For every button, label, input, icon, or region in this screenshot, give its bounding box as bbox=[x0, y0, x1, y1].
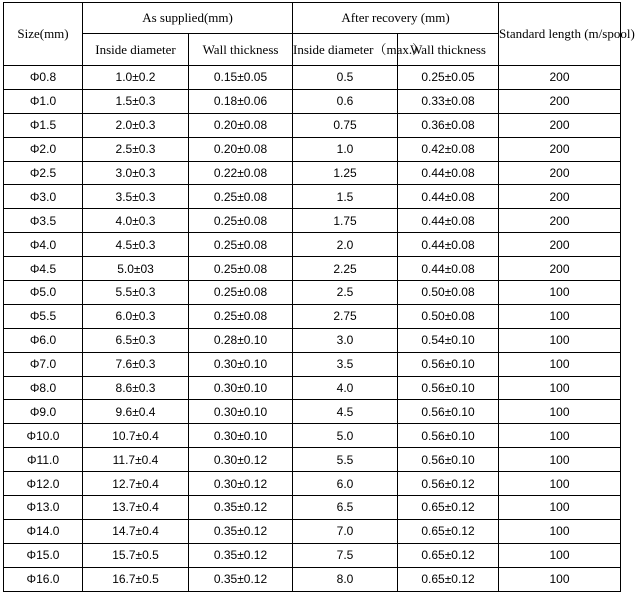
supplied-wall-thickness-cell: 0.25±0.08 bbox=[189, 304, 293, 328]
size-cell: Φ12.0 bbox=[4, 472, 83, 496]
standard-length-cell: 200 bbox=[499, 209, 621, 233]
recovered-wall-thickness-cell: 0.65±0.12 bbox=[398, 496, 499, 520]
standard-length-cell: 100 bbox=[499, 400, 621, 424]
supplied-wall-thickness-cell: 0.30±0.12 bbox=[189, 448, 293, 472]
supplied-wall-thickness-cell: 0.30±0.10 bbox=[189, 376, 293, 400]
recovered-wall-thickness-cell: 0.65±0.12 bbox=[398, 519, 499, 543]
table-row bbox=[4, 209, 621, 233]
supplied-wall-thickness-cell: 0.15±0.05 bbox=[189, 66, 293, 90]
supplied-wall-thickness-cell: 0.25±0.08 bbox=[189, 257, 293, 281]
header-inside-diameter: Inside diameter bbox=[83, 34, 189, 66]
recovered-wall-thickness-cell: 0.50±0.08 bbox=[398, 281, 499, 305]
supplied-inside-diameter-cell: 5.0±03 bbox=[83, 257, 189, 281]
recovered-wall-thickness-cell: 0.54±0.10 bbox=[398, 328, 499, 352]
recovered-inside-diameter-cell: 0.6 bbox=[293, 89, 398, 113]
recovered-inside-diameter-cell: 3.0 bbox=[293, 328, 398, 352]
table-row bbox=[4, 257, 621, 281]
recovered-wall-thickness-cell: 0.44±0.08 bbox=[398, 257, 499, 281]
supplied-wall-thickness-cell: 0.30±0.10 bbox=[189, 424, 293, 448]
recovered-inside-diameter-cell: 1.75 bbox=[293, 209, 398, 233]
supplied-wall-thickness-cell: 0.35±0.12 bbox=[189, 543, 293, 567]
supplied-inside-diameter-cell: 8.6±0.3 bbox=[83, 376, 189, 400]
supplied-wall-thickness-cell: 0.18±0.06 bbox=[189, 89, 293, 113]
table-row bbox=[4, 472, 621, 496]
recovered-wall-thickness-cell: 0.44±0.08 bbox=[398, 209, 499, 233]
recovered-wall-thickness-cell: 0.44±0.08 bbox=[398, 233, 499, 257]
recovered-inside-diameter-cell: 4.5 bbox=[293, 400, 398, 424]
recovered-wall-thickness-cell: 0.56±0.10 bbox=[398, 448, 499, 472]
supplied-inside-diameter-cell: 3.0±0.3 bbox=[83, 161, 189, 185]
supplied-inside-diameter-cell: 12.7±0.4 bbox=[83, 472, 189, 496]
size-cell: Φ3.5 bbox=[4, 209, 83, 233]
supplied-inside-diameter-cell: 16.7±0.5 bbox=[83, 567, 189, 591]
table-row bbox=[4, 567, 621, 591]
recovered-inside-diameter-cell: 4.0 bbox=[293, 376, 398, 400]
supplied-wall-thickness-cell: 0.28±0.10 bbox=[189, 328, 293, 352]
header-wall-thickness: Wall thickness bbox=[189, 34, 293, 66]
recovered-wall-thickness-cell: 0.56±0.10 bbox=[398, 400, 499, 424]
size-cell: Φ4.5 bbox=[4, 257, 83, 281]
recovered-inside-diameter-cell: 2.75 bbox=[293, 304, 398, 328]
standard-length-cell: 200 bbox=[499, 161, 621, 185]
size-cell: Φ5.5 bbox=[4, 304, 83, 328]
standard-length-cell: 100 bbox=[499, 281, 621, 305]
table-row bbox=[4, 400, 621, 424]
table-row bbox=[4, 89, 621, 113]
supplied-wall-thickness-cell: 0.25±0.08 bbox=[189, 209, 293, 233]
recovered-wall-thickness-cell: 0.65±0.12 bbox=[398, 567, 499, 591]
size-cell: Φ13.0 bbox=[4, 496, 83, 520]
table-body bbox=[4, 66, 621, 592]
table-header bbox=[4, 3, 635, 66]
standard-length-cell: 200 bbox=[499, 185, 621, 209]
size-cell: Φ8.0 bbox=[4, 376, 83, 400]
recovered-wall-thickness-cell: 0.56±0.12 bbox=[398, 472, 499, 496]
header-wall-thickness-recovered: Wall thickness bbox=[398, 34, 499, 66]
standard-length-cell: 100 bbox=[499, 543, 621, 567]
standard-length-cell: 200 bbox=[499, 233, 621, 257]
standard-length-cell: 200 bbox=[499, 257, 621, 281]
table-row bbox=[4, 66, 621, 90]
supplied-inside-diameter-cell: 2.0±0.3 bbox=[83, 113, 189, 137]
recovered-inside-diameter-cell: 6.0 bbox=[293, 472, 398, 496]
recovered-inside-diameter-cell: 0.75 bbox=[293, 113, 398, 137]
supplied-inside-diameter-cell: 13.7±0.4 bbox=[83, 496, 189, 520]
supplied-inside-diameter-cell: 4.0±0.3 bbox=[83, 209, 189, 233]
supplied-inside-diameter-cell: 11.7±0.4 bbox=[83, 448, 189, 472]
standard-length-cell: 100 bbox=[499, 472, 621, 496]
table-row bbox=[4, 496, 621, 520]
standard-length-cell: 200 bbox=[499, 66, 621, 90]
standard-length-cell: 100 bbox=[499, 424, 621, 448]
header-standard-length: Standard length (m/spool) bbox=[499, 3, 621, 66]
recovered-inside-diameter-cell: 3.5 bbox=[293, 352, 398, 376]
table-row bbox=[4, 352, 621, 376]
header-after-recovery: After recovery (mm) bbox=[293, 3, 499, 34]
header-size: Size(mm) bbox=[4, 3, 83, 66]
supplied-wall-thickness-cell: 0.35±0.12 bbox=[189, 496, 293, 520]
size-cell: Φ11.0 bbox=[4, 448, 83, 472]
supplied-wall-thickness-cell: 0.35±0.12 bbox=[189, 519, 293, 543]
recovered-wall-thickness-cell: 0.65±0.12 bbox=[398, 543, 499, 567]
standard-length-cell: 100 bbox=[499, 567, 621, 591]
recovered-wall-thickness-cell: 0.33±0.08 bbox=[398, 89, 499, 113]
recovered-inside-diameter-cell: 6.5 bbox=[293, 496, 398, 520]
supplied-inside-diameter-cell: 1.5±0.3 bbox=[83, 89, 189, 113]
header-as-supplied: As supplied(mm) bbox=[83, 3, 293, 34]
standard-length-cell: 100 bbox=[499, 352, 621, 376]
supplied-wall-thickness-cell: 0.20±0.08 bbox=[189, 137, 293, 161]
supplied-inside-diameter-cell: 5.5±0.3 bbox=[83, 281, 189, 305]
recovered-wall-thickness-cell: 0.42±0.08 bbox=[398, 137, 499, 161]
supplied-wall-thickness-cell: 0.25±0.08 bbox=[189, 281, 293, 305]
table-row bbox=[4, 376, 621, 400]
table-row bbox=[4, 233, 621, 257]
recovered-wall-thickness-cell: 0.36±0.08 bbox=[398, 113, 499, 137]
size-cell: Φ7.0 bbox=[4, 352, 83, 376]
size-cell: Φ14.0 bbox=[4, 519, 83, 543]
spec-table bbox=[3, 2, 635, 592]
supplied-wall-thickness-cell: 0.30±0.10 bbox=[189, 400, 293, 424]
recovered-inside-diameter-cell: 7.5 bbox=[293, 543, 398, 567]
supplied-inside-diameter-cell: 10.7±0.4 bbox=[83, 424, 189, 448]
table-row bbox=[4, 137, 621, 161]
table-row bbox=[4, 328, 621, 352]
supplied-inside-diameter-cell: 15.7±0.5 bbox=[83, 543, 189, 567]
table-row bbox=[4, 448, 621, 472]
supplied-inside-diameter-cell: 7.6±0.3 bbox=[83, 352, 189, 376]
table-row bbox=[4, 185, 621, 209]
table-row bbox=[4, 519, 621, 543]
recovered-inside-diameter-cell: 8.0 bbox=[293, 567, 398, 591]
size-cell: Φ10.0 bbox=[4, 424, 83, 448]
supplied-wall-thickness-cell: 0.30±0.10 bbox=[189, 352, 293, 376]
supplied-wall-thickness-cell: 0.22±0.08 bbox=[189, 161, 293, 185]
supplied-wall-thickness-cell: 0.25±0.08 bbox=[189, 185, 293, 209]
recovered-wall-thickness-cell: 0.44±0.08 bbox=[398, 161, 499, 185]
standard-length-cell: 100 bbox=[499, 496, 621, 520]
standard-length-cell: 100 bbox=[499, 519, 621, 543]
size-cell: Φ3.0 bbox=[4, 185, 83, 209]
recovered-wall-thickness-cell: 0.56±0.10 bbox=[398, 376, 499, 400]
standard-length-cell: 100 bbox=[499, 448, 621, 472]
supplied-wall-thickness-cell: 0.20±0.08 bbox=[189, 113, 293, 137]
size-cell: Φ9.0 bbox=[4, 400, 83, 424]
recovered-wall-thickness-cell: 0.56±0.10 bbox=[398, 424, 499, 448]
size-cell: Φ0.8 bbox=[4, 66, 83, 90]
supplied-inside-diameter-cell: 1.0±0.2 bbox=[83, 66, 189, 90]
supplied-inside-diameter-cell: 3.5±0.3 bbox=[83, 185, 189, 209]
recovered-inside-diameter-cell: 2.25 bbox=[293, 257, 398, 281]
standard-length-cell: 200 bbox=[499, 89, 621, 113]
table-row bbox=[4, 424, 621, 448]
standard-length-cell: 100 bbox=[499, 304, 621, 328]
standard-length-cell: 200 bbox=[499, 113, 621, 137]
size-cell: Φ16.0 bbox=[4, 567, 83, 591]
recovered-inside-diameter-cell: 2.5 bbox=[293, 281, 398, 305]
recovered-wall-thickness-cell: 0.56±0.10 bbox=[398, 352, 499, 376]
table-row bbox=[4, 161, 621, 185]
size-cell: Φ2.5 bbox=[4, 161, 83, 185]
size-cell: Φ2.0 bbox=[4, 137, 83, 161]
supplied-wall-thickness-cell: 0.35±0.12 bbox=[189, 567, 293, 591]
table-row bbox=[4, 543, 621, 567]
recovered-inside-diameter-cell: 1.25 bbox=[293, 161, 398, 185]
supplied-inside-diameter-cell: 6.5±0.3 bbox=[83, 328, 189, 352]
supplied-inside-diameter-cell: 14.7±0.4 bbox=[83, 519, 189, 543]
recovered-inside-diameter-cell: 1.5 bbox=[293, 185, 398, 209]
size-cell: Φ1.5 bbox=[4, 113, 83, 137]
supplied-inside-diameter-cell: 9.6±0.4 bbox=[83, 400, 189, 424]
standard-length-cell: 200 bbox=[499, 137, 621, 161]
table-row bbox=[4, 281, 621, 305]
table-row bbox=[4, 304, 621, 328]
recovered-inside-diameter-cell: 5.5 bbox=[293, 448, 398, 472]
size-cell: Φ6.0 bbox=[4, 328, 83, 352]
recovered-inside-diameter-cell: 2.0 bbox=[293, 233, 398, 257]
recovered-inside-diameter-cell: 7.0 bbox=[293, 519, 398, 543]
standard-length-cell: 100 bbox=[499, 328, 621, 352]
size-cell: Φ15.0 bbox=[4, 543, 83, 567]
table-row bbox=[4, 113, 621, 137]
size-cell: Φ1.0 bbox=[4, 89, 83, 113]
header-row-top bbox=[4, 3, 621, 34]
recovered-wall-thickness-cell: 0.44±0.08 bbox=[398, 185, 499, 209]
supplied-inside-diameter-cell: 4.5±0.3 bbox=[83, 233, 189, 257]
recovered-wall-thickness-cell: 0.25±0.05 bbox=[398, 66, 499, 90]
size-cell: Φ4.0 bbox=[4, 233, 83, 257]
supplied-inside-diameter-cell: 2.5±0.3 bbox=[83, 137, 189, 161]
recovered-inside-diameter-cell: 1.0 bbox=[293, 137, 398, 161]
header-inside-diameter-max: Inside diameter（max.） bbox=[293, 34, 398, 66]
recovered-inside-diameter-cell: 5.0 bbox=[293, 424, 398, 448]
supplied-wall-thickness-cell: 0.25±0.08 bbox=[189, 233, 293, 257]
recovered-inside-diameter-cell: 0.5 bbox=[293, 66, 398, 90]
standard-length-cell: 100 bbox=[499, 376, 621, 400]
recovered-wall-thickness-cell: 0.50±0.08 bbox=[398, 304, 499, 328]
supplied-inside-diameter-cell: 6.0±0.3 bbox=[83, 304, 189, 328]
size-cell: Φ5.0 bbox=[4, 281, 83, 305]
supplied-wall-thickness-cell: 0.30±0.12 bbox=[189, 472, 293, 496]
